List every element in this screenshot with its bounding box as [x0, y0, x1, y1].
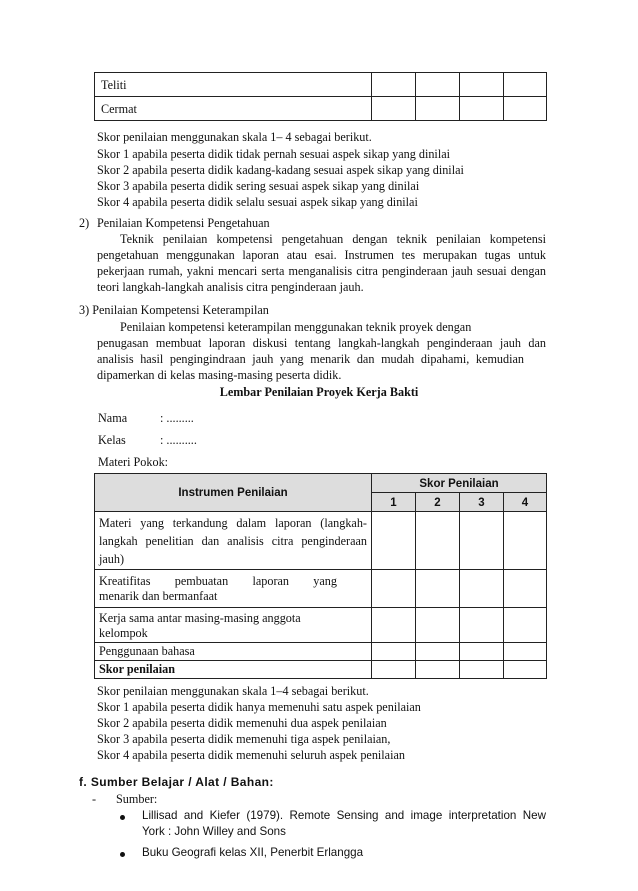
table-row [95, 512, 547, 570]
nama-label: Nama [98, 411, 128, 425]
table-cell: Teliti [95, 73, 372, 97]
table-row [95, 97, 547, 121]
kelas-value: : .......... [160, 433, 197, 447]
scale-item: Skor 3 apabila peserta didik memenuhi tiga aspek penilaian, [97, 732, 391, 746]
attitude-table [94, 72, 547, 121]
sheet-title: Lembar Penilaian Proyek Kerja Bakti [219, 385, 419, 399]
scale-item: Skor 1 apabila peserta didik tidak pernah sesuai aspek sikap yang dinilai [97, 147, 451, 161]
instrument-cell: Materi yang terkandung dalam laporan (langkah- langkah penelitian dan analisis citra penginderaan jauh) [95, 512, 372, 570]
instrument-header: Instrumen Penilaian [95, 474, 372, 512]
materi-label: Materi Pokok: [98, 455, 169, 469]
bullet-icon [120, 852, 125, 857]
source-item: Lillisad and Kiefer (1979). Remote Sensing and image interpretation New [142, 809, 546, 822]
scale-item: Skor 1 apabila peserta didik hanya memenuhi satu aspek penilaian [97, 700, 421, 714]
score-col-2: 2 [416, 493, 460, 512]
kelas-label: Kelas [98, 433, 126, 447]
scale-intro: Skor penilaian menggunakan skala 1– 4 sebagai berikut. [97, 130, 372, 144]
paragraph-line: Teknik penilaian kompetensi pengetahuan dengan teknik penilaian kompetensi [120, 232, 546, 246]
score-col-1: 1 [372, 493, 416, 512]
total-score-label: Skor penilaian [95, 661, 372, 679]
paragraph-line: Penilaian kompetensi keterampilan menggunakan teknik proyek dengan [120, 320, 472, 334]
instrument-cell: Kerja sama antar masing-masing anggota kelompok [95, 608, 372, 643]
section-number: 2) [79, 216, 90, 230]
source-item: Buku Geografi kelas XII, Penerbit Erlangga [142, 846, 364, 859]
table-cell: Cermat [95, 97, 372, 121]
project-assessment-table [94, 473, 547, 679]
score-col-4: 4 [504, 493, 547, 512]
sources-heading: f. Sumber Belajar / Alat / Bahan: [79, 775, 274, 789]
paragraph-line: pekerjaan rumah, yakni mencari serta menganalisis citra penginderaan jauh sesuai dengan [97, 264, 546, 278]
table-row [95, 73, 547, 97]
scale-item: Skor 4 apabila peserta didik selalu sesuai aspek sikap yang dinilai [97, 195, 418, 209]
instrument-cell: Penggunaan bahasa [95, 643, 372, 661]
dash-marker: - [92, 792, 97, 806]
instrument-cell: Kreatifitas pembuatan laporan yang menarik dan bermanfaat [95, 570, 372, 608]
scale-item: Skor 4 apabila peserta didik memenuhi seluruh aspek penilaian [97, 748, 405, 762]
section-title: 3) Penilaian Kompetensi Keterampilan [79, 303, 269, 317]
sources-label: Sumber: [116, 792, 158, 806]
table-row [95, 570, 547, 608]
paragraph-line: dipamerkan di kelas masing-masing peserta didik. [97, 368, 342, 382]
source-item-cont: York : John Willey and Sons [142, 825, 286, 838]
score-header: Skor Penilaian [372, 474, 547, 493]
paragraph-line: teori langkah-langkah analisis citra penginderaan jauh. [97, 280, 364, 294]
scale-intro: Skor penilaian menggunakan skala 1–4 sebagai berikut. [97, 684, 369, 698]
section-title: Penilaian Kompetensi Pengetahuan [97, 216, 270, 230]
table-row [95, 661, 547, 679]
nama-value: : ......... [160, 411, 194, 425]
paragraph-line: pengetahuan menggunakan laporan atau esai. Instrumen tes merupakan tugas untuk [97, 248, 546, 262]
table-row [95, 608, 547, 643]
bullet-icon [120, 815, 125, 820]
scale-item: Skor 3 apabila peserta didik sering sesuai aspek sikap yang dinilai [97, 179, 420, 193]
scale-item: Skor 2 apabila peserta didik memenuhi dua aspek penilaian [97, 716, 387, 730]
score-col-3: 3 [460, 493, 504, 512]
table-row [95, 643, 547, 661]
paragraph-line: penugasan membuat laporan diskusi tentang langkah-langkah penginderaan jauh dan [97, 336, 546, 350]
paragraph-line: analisis hasil pengingindraan jauh yang menarik dan mudah dipahami, kemudian [97, 352, 524, 366]
scale-item: Skor 2 apabila peserta didik kadang-kadang sesuai aspek sikap yang dinilai [97, 163, 464, 177]
